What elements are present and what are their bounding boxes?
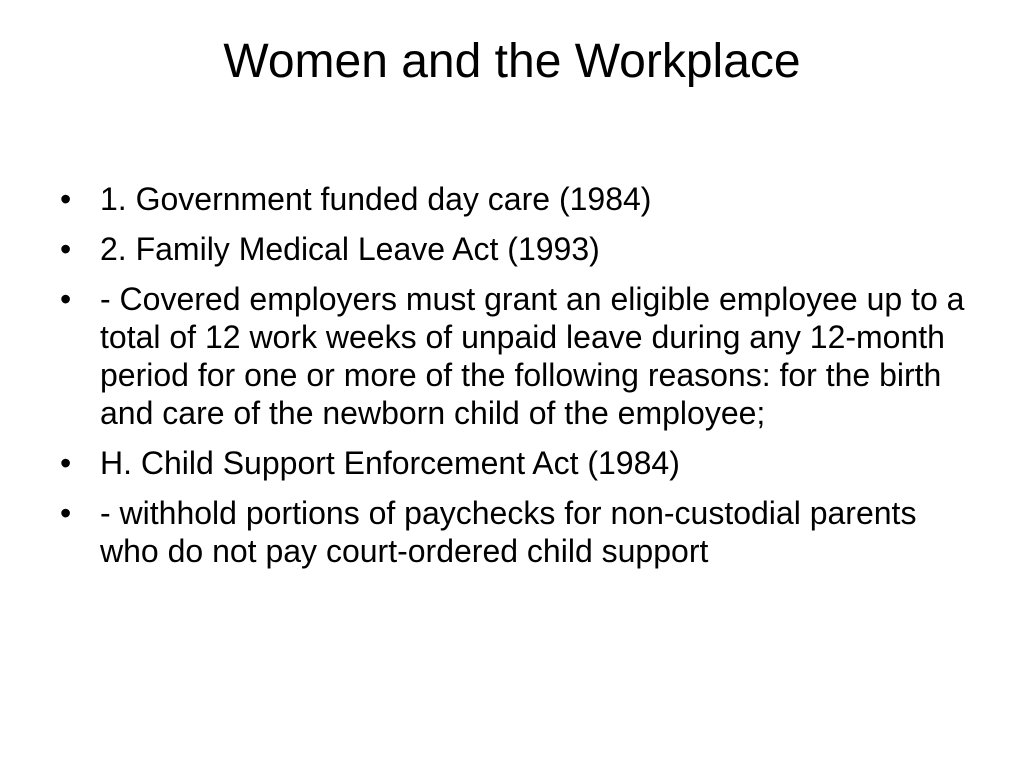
bullet-item	[60, 444, 980, 482]
bullet-text: 2. Family Medical Leave Act (1993)	[100, 231, 600, 267]
bullet-icon: •	[60, 281, 72, 317]
bullet-icon: •	[60, 495, 72, 531]
bullet-list	[60, 180, 980, 582]
bullet-item	[60, 280, 980, 432]
bullet-text: - withhold portions of paychecks for non-custodial parents who do not pay court-ordered child support	[100, 495, 917, 569]
bullet-text: 1. Government funded day care (1984)	[100, 181, 652, 217]
bullet-text: - Covered employers must grant an eligible employee up to a total of 12 work weeks of unpaid leave during any 12-month period for one or more of the following reasons: for the birth and care of the newborn child of the employee;	[100, 281, 965, 431]
bullet-icon: •	[60, 181, 72, 217]
bullet-item	[60, 180, 980, 218]
slide-title: Women and the Workplace	[223, 35, 801, 88]
bullet-item	[60, 230, 980, 268]
bullet-item	[60, 494, 980, 570]
bullet-icon: •	[60, 231, 72, 267]
bullet-icon: •	[60, 445, 72, 481]
bullet-text: H. Child Support Enforcement Act (1984)	[100, 445, 680, 481]
